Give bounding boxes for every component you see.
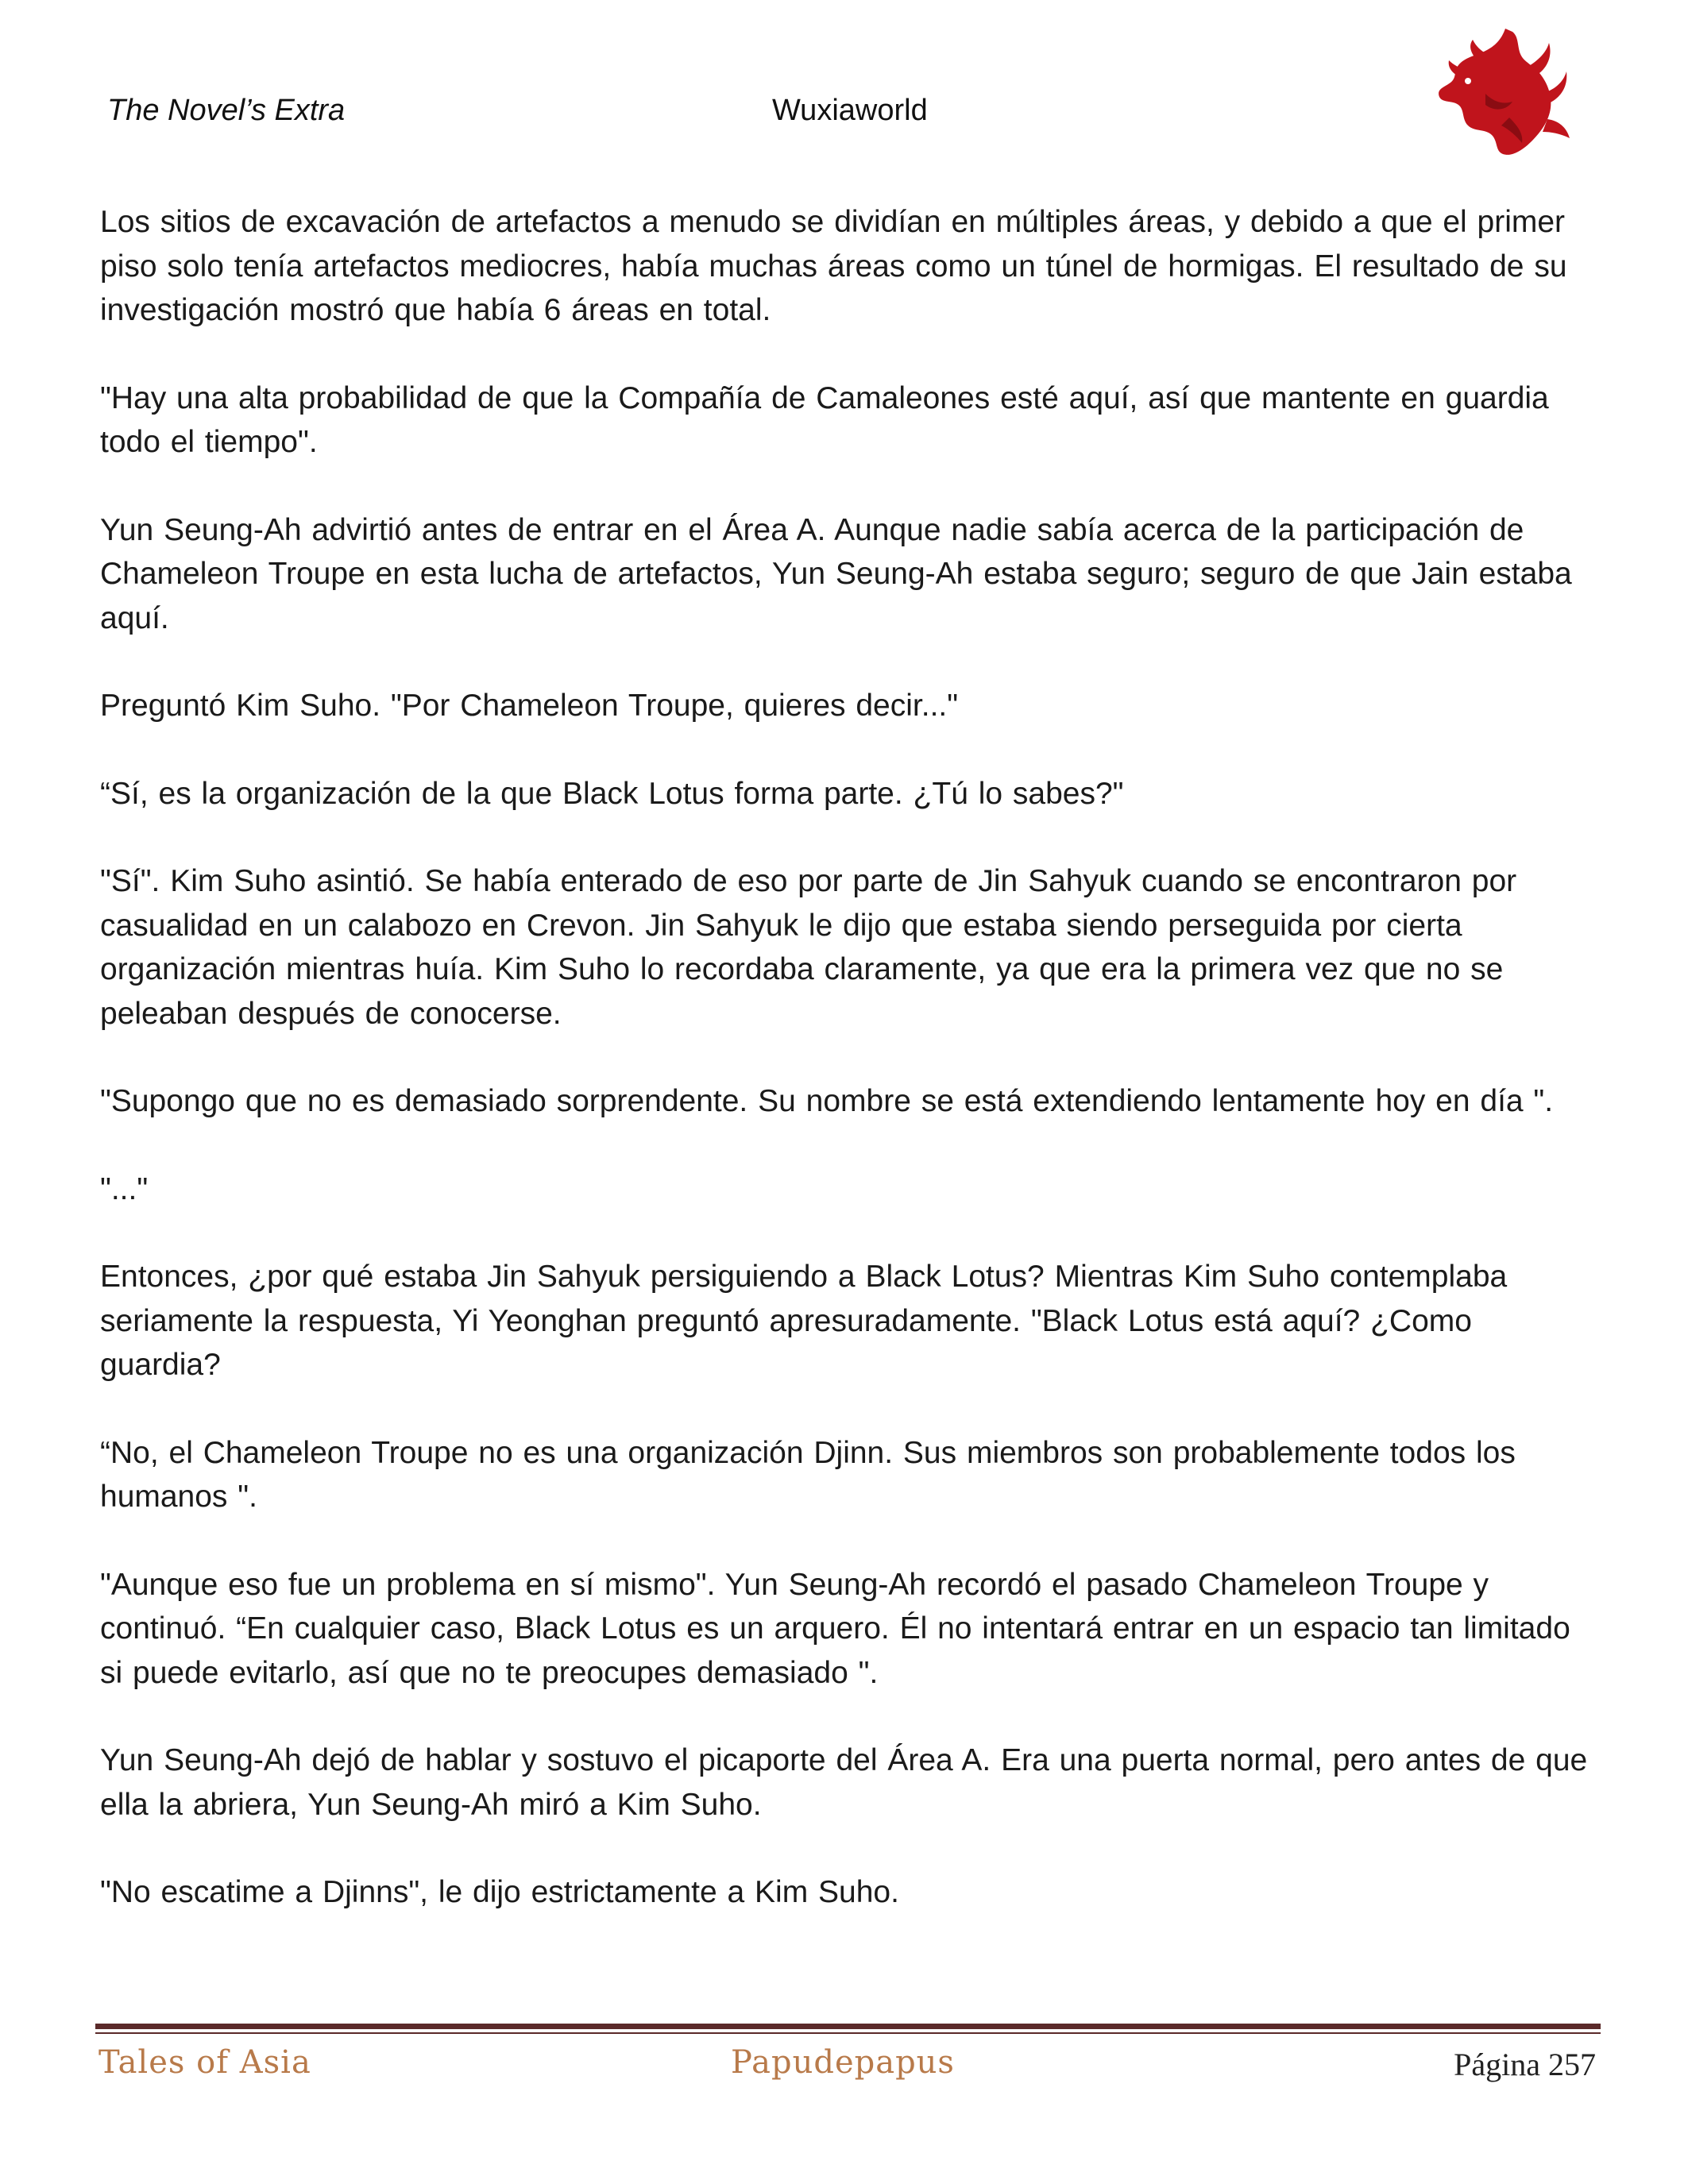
page-number: Página 257 bbox=[1454, 2047, 1596, 2082]
paragraph: “Sí, es la organización de la que Black Lotus forma parte. ¿Tú lo sabes?" bbox=[100, 776, 1124, 811]
paragraph: Los sitios de excavación de artefactos a menudo se dividían en múltiples áreas, y debido a que el primer piso solo tenía artefactos mediocres, había muchas áreas como un túnel de hormigas. El resultado de su investigación mostró que había 6 áreas en total. bbox=[100, 205, 1567, 327]
paragraph: Yun Seung-Ah advirtió antes de entrar en el Área A. Aunque nadie sabía acerca de la participación de Chameleon Troupe en esta lucha de artefactos, Yun Seung-Ah estaba seguro; seguro de que Jain estaba aquí. bbox=[100, 512, 1572, 635]
paragraph: Yun Seung-Ah dejó de hablar y sostuvo el picaporte del Área A. Era una puerta normal, pero antes de que ella la abriera, Yun Seung-Ah miró a Kim Suho. bbox=[100, 1743, 1588, 1822]
red-dragon-logo-icon bbox=[1430, 22, 1573, 189]
footer-divider bbox=[95, 2024, 1601, 2029]
paragraph: "..." bbox=[100, 1171, 149, 1206]
paragraph: "No escatime a Djinns", le dijo estrictamente a Kim Suho. bbox=[100, 1875, 899, 1909]
footer-publisher: Tales of Asia bbox=[98, 2044, 311, 2081]
paragraph: "Supongo que no es demasiado sorprendente. Su nombre se está extendiendo lentamente hoy en día ". bbox=[100, 1084, 1554, 1118]
paragraph: “No, el Chameleon Troupe no es una organización Djinn. Sus miembros son probablemente todos los humanos ". bbox=[100, 1435, 1516, 1514]
paragraph: "Sí". Kim Suho asintió. Se había enterado de eso por parte de Jin Sahyuk cuando se encontraron por casualidad en un calabozo en Crevon. Jin Sahyuk le dijo que estaba siendo perseguida por cierta organización mientras huía. Kim Suho lo recordaba claramente, ya que era la primera vez que no se peleaban después de conocerse. bbox=[100, 864, 1517, 1031]
paragraph: "Aunque eso fue un problema en sí mismo". Yun Seung-Ah recordó el pasado Chameleon Troupe y continuó. “En cualquier caso, Black Lotus es un arquero. Él no intentará entrar en un espacio tan limitado si puede evitarlo, así que no te preocupes demasiado ". bbox=[100, 1567, 1570, 1690]
novel-title: The Novel’s Extra bbox=[107, 94, 346, 127]
paragraph: Entonces, ¿por qué estaba Jin Sahyuk persiguiendo a Black Lotus? Mientras Kim Suho contemplaba seriamente la respuesta, Yi Yeonghan preguntó apresuradamente. "Black Lotus está aquí? ¿Como guardia? bbox=[100, 1260, 1508, 1382]
footer-divider-thin bbox=[95, 2032, 1601, 2034]
paragraph: "Hay una alta probabilidad de que la Compañía de Camaleones esté aquí, así que mantente en guardia todo el tiempo". bbox=[100, 380, 1549, 459]
paragraph: Preguntó Kim Suho. "Por Chameleon Troupe, quieres decir..." bbox=[100, 689, 959, 723]
chapter-text bbox=[100, 200, 1593, 1958]
footer-translator: Papudepapus bbox=[731, 2044, 955, 2081]
site-name: Wuxiaworld bbox=[772, 94, 928, 127]
